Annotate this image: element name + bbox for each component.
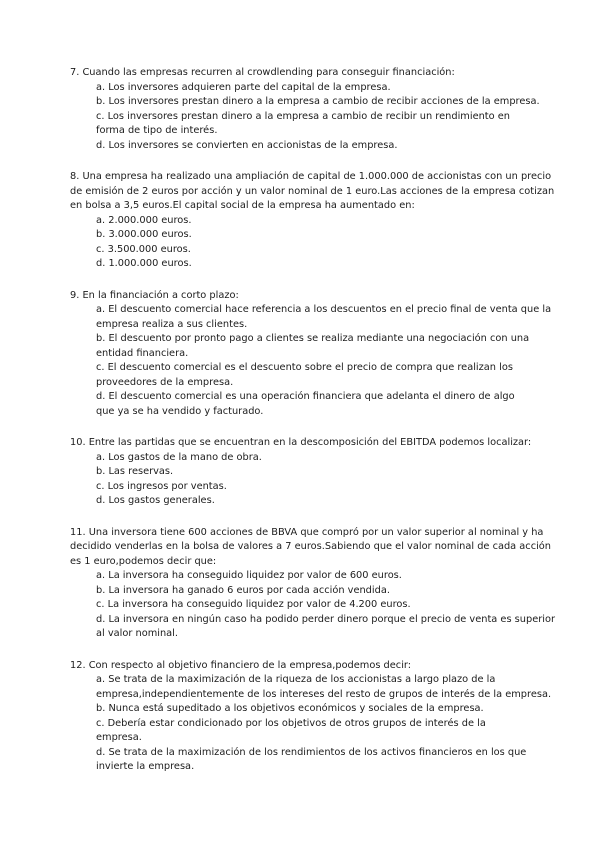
option-line: c. Los inversores prestan dinero a la empresa a cambio de recibir un rendimiento en (96, 110, 510, 122)
option-line: proveedores de la empresa. (96, 376, 234, 388)
question-10 (70, 436, 575, 509)
option-line: c. 3.500.000 euros. (96, 243, 191, 255)
question-12-option-b (70, 702, 575, 717)
question-7-option-c (70, 110, 575, 139)
option-line: a. La inversora ha conseguido liquidez por valor de 600 euros. (96, 570, 402, 581)
option-line: que ya se ha vendido y facturado. (96, 405, 264, 417)
option-line: c. Debería estar condicionado por los objetivos de otros grupos de interés de la (96, 717, 486, 729)
question-8-stem-line: de emisión de 2 euros por acción y un valor nominal de 1 euro.Las acciones de la empresa cotizan (70, 185, 555, 197)
question-9-option-a (70, 303, 575, 332)
question-8 (70, 170, 575, 272)
option-line: al valor nominal. (96, 628, 179, 639)
question-9 (70, 289, 575, 420)
question-8-stem-line: 8. Una empresa ha realizado una ampliación de capital de 1.000.000 de accionistas con un precio (70, 171, 552, 182)
question-12-option-c (70, 717, 575, 746)
question-7-stem-line: 7. Cuando las empresas recurren al crowdlending para conseguir financiación: (70, 67, 455, 78)
option-line: a. Los gastos de la mano de obra. (96, 451, 262, 463)
question-10-option-d (70, 494, 575, 509)
option-line: b. La inversora ha ganado 6 euros por cada acción vendida. (96, 584, 390, 596)
option-line: a. 2.000.000 euros. (96, 214, 192, 226)
option-line: c. Los ingresos por ventas. (96, 480, 227, 492)
option-line: empresa. (96, 732, 142, 743)
question-11 (70, 526, 575, 642)
question-10-option-b (70, 465, 575, 480)
option-line: a. El descuento comercial hace referencia a los descuentos en el precio final de venta que la (96, 304, 552, 315)
question-12-stem-line: 12. Con respecto al objetivo financiero de la empresa,podemos decir: (70, 659, 412, 671)
option-line: empresa,independientemente de los intereses del resto de grupos de interés de la empresa. (96, 688, 552, 700)
question-10-option-c (70, 480, 575, 495)
option-line: a. Se trata de la maximización de la riqueza de los accionistas a largo plazo de la (96, 674, 496, 685)
option-line: d. Los inversores se convierten en accionistas de la empresa. (96, 139, 398, 151)
question-10-stem-line: 10. Entre las partidas que se encuentran en la descomposición del EBITDA podemos localizar: (70, 437, 532, 448)
question-7 (70, 66, 575, 153)
question-7-option-a (70, 81, 575, 96)
option-line: d. La inversora en ningún caso ha podido perder dinero porque el precio de venta es superior (96, 613, 555, 625)
question-9-option-c (70, 361, 575, 390)
option-line: c. El descuento comercial es el descuento sobre el precio de compra que realizan los (96, 362, 513, 373)
question-8-option-c (70, 243, 575, 258)
question-10-option-a (70, 451, 575, 466)
option-line: empresa realiza a sus clientes. (96, 318, 248, 330)
question-11-option-a (70, 569, 575, 584)
question-11-option-c (70, 598, 575, 613)
question-11-stem-line: 11. Una inversora tiene 600 acciones de BBVA que compró por un valor superior al nominal y ha (70, 526, 544, 538)
option-line: b. 3.000.000 euros. (96, 229, 192, 240)
question-8-stem-line: en bolsa a 3,5 euros.El capital social de la empresa ha aumentado en: (70, 200, 415, 211)
question-11-option-d (70, 613, 575, 642)
option-line: entidad financiera. (96, 347, 189, 359)
option-line: forma de tipo de interés. (96, 125, 218, 136)
question-9-stem-line: 9. En la financiación a corto plazo: (70, 289, 239, 301)
question-12 (70, 659, 575, 775)
question-8-option-a (70, 214, 575, 229)
option-line: c. La inversora ha conseguido liquidez por valor de 4.200 euros. (96, 599, 411, 610)
option-line: d. 1.000.000 euros. (96, 258, 192, 269)
option-line: a. Los inversores adquieren parte del capital de la empresa. (96, 81, 391, 93)
option-line: b. El descuento por pronto pago a clientes se realiza mediante una negociación con una (96, 333, 530, 344)
option-line: b. Las reservas. (96, 466, 174, 477)
question-9-option-d (70, 390, 575, 419)
question-12-option-d (70, 746, 575, 775)
question-7-option-b (70, 95, 575, 110)
option-line: d. El descuento comercial es una operación financiera que adelanta el dinero de algo (96, 391, 515, 402)
question-8-option-b (70, 228, 575, 243)
question-12-option-a (70, 673, 575, 702)
option-line: d. Los gastos generales. (96, 495, 215, 506)
question-8-option-d (70, 257, 575, 272)
question-7-option-d (70, 139, 575, 154)
question-11-option-b (70, 584, 575, 599)
option-line: b. Los inversores prestan dinero a la empresa a cambio de recibir acciones de la empresa. (96, 96, 540, 107)
option-line: b. Nunca está supeditado a los objetivos económicos y sociales de la empresa. (96, 703, 484, 714)
question-11-stem-line: es 1 euro,podemos decir que: (70, 555, 217, 567)
question-11-stem-line: decidido venderlas en la bolsa de valores a 7 euros.Sabiendo que el valor nominal de cada acción (70, 541, 552, 552)
question-9-option-b (70, 332, 575, 361)
option-line: invierte la empresa. (96, 761, 195, 772)
option-line: d. Se trata de la maximización de los rendimientos de los activos financieros en los que (96, 746, 527, 758)
